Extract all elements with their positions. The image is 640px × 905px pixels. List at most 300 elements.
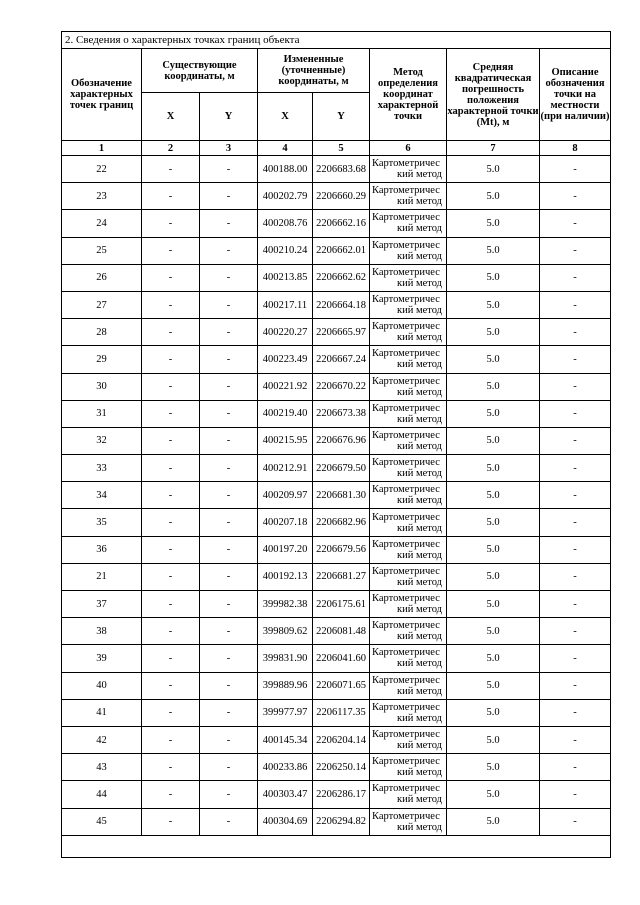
existing-y-cell: - — [200, 400, 258, 427]
method-text-line1: Картометричес — [372, 756, 440, 768]
changed-x-cell: 399809.62 — [258, 618, 313, 645]
description-cell: - — [540, 672, 611, 699]
method-text-line1: Картометричес — [372, 511, 440, 523]
method-text-line1: Картометричес — [372, 701, 440, 713]
changed-y-cell: 2206682.96 — [313, 509, 370, 536]
point-number-cell: 32 — [62, 427, 142, 454]
method-cell — [370, 346, 447, 373]
column-number: 4 — [258, 141, 313, 156]
method-text-line1: Картометричес — [372, 212, 440, 224]
header-error: Средняя квадратическая погрешность положения характерной точки (Mt), м — [447, 49, 540, 141]
error-cell: 5.0 — [447, 726, 540, 753]
column-number: 7 — [447, 141, 540, 156]
changed-x-cell: 400202.79 — [258, 183, 313, 210]
point-number-cell: 36 — [62, 536, 142, 563]
changed-x-cell: 400220.27 — [258, 319, 313, 346]
error-cell: 5.0 — [447, 291, 540, 318]
method-text-line2: кий метод — [396, 223, 442, 235]
method-text-line1: Картометричес — [372, 266, 440, 278]
description-cell: - — [540, 536, 611, 563]
description-cell: - — [540, 563, 611, 590]
error-cell: 5.0 — [447, 400, 540, 427]
existing-x-cell: - — [142, 183, 200, 210]
changed-y-cell: 2206117.35 — [313, 699, 370, 726]
existing-x-cell: - — [142, 808, 200, 835]
column-number: 1 — [62, 141, 142, 156]
description-cell: - — [540, 183, 611, 210]
table-row — [62, 210, 611, 237]
method-cell — [370, 509, 447, 536]
point-number-cell: 44 — [62, 781, 142, 808]
table-row — [62, 591, 611, 618]
column-number: 2 — [142, 141, 200, 156]
point-number-cell: 31 — [62, 400, 142, 427]
method-cell — [370, 754, 447, 781]
changed-x-cell: 399982.38 — [258, 591, 313, 618]
point-number-cell: 40 — [62, 672, 142, 699]
method-text-line2: кий метод — [396, 740, 442, 752]
error-cell: 5.0 — [447, 183, 540, 210]
method-text-line1: Картометричес — [372, 647, 440, 659]
existing-x-cell: - — [142, 618, 200, 645]
existing-y-cell: - — [200, 482, 258, 509]
table-row — [62, 264, 611, 291]
method-text-line2: кий метод — [396, 549, 442, 561]
existing-y-cell: - — [200, 509, 258, 536]
method-text-line2: кий метод — [396, 169, 442, 181]
existing-x-cell: - — [142, 291, 200, 318]
method-text-line2: кий метод — [396, 604, 442, 616]
point-number-cell: 27 — [62, 291, 142, 318]
method-text-line2: кий метод — [396, 305, 442, 317]
method-text-line1: Картометричес — [372, 593, 440, 605]
changed-y-cell: 2206673.38 — [313, 400, 370, 427]
method-text-line1: Картометричес — [372, 402, 440, 414]
table-row — [62, 509, 611, 536]
method-text-line2: кий метод — [396, 631, 442, 643]
changed-x-cell: 399831.90 — [258, 645, 313, 672]
changed-x-cell: 399977.97 — [258, 699, 313, 726]
method-cell — [370, 699, 447, 726]
error-cell: 5.0 — [447, 808, 540, 835]
description-cell: - — [540, 319, 611, 346]
points-table-body — [62, 156, 611, 836]
method-text-line2: кий метод — [396, 440, 442, 452]
existing-x-cell: - — [142, 400, 200, 427]
existing-x-cell: - — [142, 563, 200, 590]
changed-y-cell: 2206667.24 — [313, 346, 370, 373]
point-number-cell: 22 — [62, 156, 142, 183]
section-title: 2. Сведения о характерных точках границ объекта — [62, 32, 611, 49]
changed-y-cell: 2206670.22 — [313, 373, 370, 400]
changed-x-cell: 400197.20 — [258, 536, 313, 563]
method-text-line1: Картометричес — [372, 158, 440, 170]
table-row — [62, 482, 611, 509]
description-cell: - — [540, 264, 611, 291]
description-cell: - — [540, 618, 611, 645]
changed-y-cell: 2206679.50 — [313, 455, 370, 482]
changed-y-cell: 2206071.65 — [313, 672, 370, 699]
description-cell: - — [540, 482, 611, 509]
method-cell — [370, 183, 447, 210]
changed-y-cell: 2206664.18 — [313, 291, 370, 318]
description-cell: - — [540, 699, 611, 726]
header-description: Описание обозначения точки на местности (при наличии) — [540, 49, 611, 141]
description-cell: - — [540, 427, 611, 454]
existing-y-cell: - — [200, 591, 258, 618]
table-row — [62, 808, 611, 835]
point-number-cell: 30 — [62, 373, 142, 400]
column-number: 6 — [370, 141, 447, 156]
changed-y-cell: 2206662.01 — [313, 237, 370, 264]
method-cell — [370, 400, 447, 427]
existing-x-cell: - — [142, 536, 200, 563]
existing-y-cell: - — [200, 618, 258, 645]
description-cell: - — [540, 808, 611, 835]
method-text-line1: Картометричес — [372, 457, 440, 469]
description-cell: - — [540, 156, 611, 183]
table-row — [62, 699, 611, 726]
point-number-cell: 41 — [62, 699, 142, 726]
characteristic-points-table — [61, 31, 611, 858]
existing-x-cell: - — [142, 591, 200, 618]
existing-y-cell: - — [200, 455, 258, 482]
description-cell: - — [540, 455, 611, 482]
method-text-line1: Картометричес — [372, 185, 440, 197]
method-cell — [370, 672, 447, 699]
method-text-line2: кий метод — [396, 277, 442, 289]
table-row — [62, 427, 611, 454]
table-row — [62, 400, 611, 427]
method-text-line2: кий метод — [396, 413, 442, 425]
description-cell: - — [540, 237, 611, 264]
description-cell: - — [540, 726, 611, 753]
changed-x-cell: 400215.95 — [258, 427, 313, 454]
table-row — [62, 536, 611, 563]
point-number-cell: 39 — [62, 645, 142, 672]
method-text-line1: Картометричес — [372, 674, 440, 686]
existing-x-cell: - — [142, 237, 200, 264]
method-text-line1: Картометричес — [372, 294, 440, 306]
point-number-cell: 28 — [62, 319, 142, 346]
changed-x-cell: 400217.11 — [258, 291, 313, 318]
method-text-line2: кий метод — [396, 658, 442, 670]
method-text-line1: Картометричес — [372, 484, 440, 496]
empty-footer-row — [62, 835, 611, 857]
existing-y-cell: - — [200, 536, 258, 563]
changed-y-cell: 2206081.48 — [313, 618, 370, 645]
point-number-cell: 45 — [62, 808, 142, 835]
method-text-line1: Картометричес — [372, 729, 440, 741]
changed-y-cell: 2206175.61 — [313, 591, 370, 618]
error-cell: 5.0 — [447, 509, 540, 536]
existing-y-cell: - — [200, 291, 258, 318]
changed-y-cell: 2206660.29 — [313, 183, 370, 210]
method-text-line1: Картометричес — [372, 429, 440, 441]
point-number-cell: 29 — [62, 346, 142, 373]
description-cell: - — [540, 645, 611, 672]
header-point-designation: Обозначение характерных точек границ — [62, 49, 142, 141]
description-cell: - — [540, 781, 611, 808]
table-row — [62, 672, 611, 699]
method-text-line1: Картометричес — [372, 538, 440, 550]
changed-y-cell: 2206662.16 — [313, 210, 370, 237]
method-cell — [370, 291, 447, 318]
table-row — [62, 319, 611, 346]
method-text-line1: Картометричес — [372, 783, 440, 795]
changed-y-cell: 2206681.27 — [313, 563, 370, 590]
table-row — [62, 455, 611, 482]
method-text-line2: кий метод — [396, 468, 442, 480]
changed-x-cell: 399889.96 — [258, 672, 313, 699]
error-cell: 5.0 — [447, 237, 540, 264]
changed-x-cell: 400304.69 — [258, 808, 313, 835]
method-cell — [370, 645, 447, 672]
existing-x-cell: - — [142, 427, 200, 454]
changed-y-cell: 2206679.56 — [313, 536, 370, 563]
existing-x-cell: - — [142, 672, 200, 699]
error-cell: 5.0 — [447, 346, 540, 373]
changed-x-cell: 400208.76 — [258, 210, 313, 237]
existing-y-cell: - — [200, 156, 258, 183]
existing-x-cell: - — [142, 509, 200, 536]
method-cell — [370, 591, 447, 618]
point-number-cell: 34 — [62, 482, 142, 509]
error-cell: 5.0 — [447, 210, 540, 237]
column-number: 8 — [540, 141, 611, 156]
existing-y-cell: - — [200, 264, 258, 291]
error-cell: 5.0 — [447, 672, 540, 699]
method-text-line2: кий метод — [396, 794, 442, 806]
existing-x-cell: - — [142, 645, 200, 672]
point-number-cell: 43 — [62, 754, 142, 781]
method-text-line1: Картометричес — [372, 810, 440, 822]
point-number-cell: 35 — [62, 509, 142, 536]
changed-y-cell: 2206041.60 — [313, 645, 370, 672]
existing-x-cell: - — [142, 726, 200, 753]
changed-y-cell: 2206250.14 — [313, 754, 370, 781]
description-cell: - — [540, 291, 611, 318]
point-number-cell: 21 — [62, 563, 142, 590]
method-text-line2: кий метод — [396, 821, 442, 833]
method-text-line2: кий метод — [396, 196, 442, 208]
method-text-line2: кий метод — [396, 576, 442, 588]
point-number-cell: 26 — [62, 264, 142, 291]
table-row — [62, 618, 611, 645]
table-row — [62, 183, 611, 210]
header-existing-x: X — [142, 93, 200, 141]
method-text-line1: Картометричес — [372, 348, 440, 360]
existing-y-cell: - — [200, 373, 258, 400]
header-existing-coords: Существующие координаты, м — [142, 49, 258, 93]
method-text-line2: кий метод — [396, 767, 442, 779]
existing-x-cell: - — [142, 346, 200, 373]
table-row — [62, 156, 611, 183]
column-number: 5 — [313, 141, 370, 156]
existing-y-cell: - — [200, 699, 258, 726]
description-cell: - — [540, 373, 611, 400]
method-cell — [370, 319, 447, 346]
existing-y-cell: - — [200, 781, 258, 808]
method-text-line1: Картометричес — [372, 375, 440, 387]
existing-x-cell: - — [142, 264, 200, 291]
table-row — [62, 237, 611, 264]
method-cell — [370, 563, 447, 590]
changed-y-cell: 2206665.97 — [313, 319, 370, 346]
error-cell: 5.0 — [447, 264, 540, 291]
existing-x-cell: - — [142, 699, 200, 726]
method-cell — [370, 536, 447, 563]
method-cell — [370, 427, 447, 454]
point-number-cell: 23 — [62, 183, 142, 210]
existing-x-cell: - — [142, 319, 200, 346]
method-cell — [370, 264, 447, 291]
column-number: 3 — [200, 141, 258, 156]
changed-x-cell: 400219.40 — [258, 400, 313, 427]
table-row — [62, 781, 611, 808]
method-text-line2: кий метод — [396, 250, 442, 262]
table-row — [62, 291, 611, 318]
table-row — [62, 563, 611, 590]
method-cell — [370, 482, 447, 509]
changed-x-cell: 400210.24 — [258, 237, 313, 264]
method-cell — [370, 373, 447, 400]
existing-x-cell: - — [142, 156, 200, 183]
error-cell: 5.0 — [447, 781, 540, 808]
existing-y-cell: - — [200, 237, 258, 264]
method-cell — [370, 808, 447, 835]
method-text-line2: кий метод — [396, 685, 442, 697]
method-text-line2: кий метод — [396, 712, 442, 724]
header-changed-y: Y — [313, 93, 370, 141]
existing-y-cell: - — [200, 672, 258, 699]
error-cell: 5.0 — [447, 482, 540, 509]
existing-x-cell: - — [142, 754, 200, 781]
header-changed-coords: Измененные (уточненные) координаты, м — [258, 49, 370, 93]
error-cell: 5.0 — [447, 455, 540, 482]
error-cell: 5.0 — [447, 618, 540, 645]
point-number-cell: 42 — [62, 726, 142, 753]
changed-x-cell: 400212.91 — [258, 455, 313, 482]
changed-x-cell: 400209.97 — [258, 482, 313, 509]
existing-y-cell: - — [200, 346, 258, 373]
existing-y-cell: - — [200, 563, 258, 590]
method-cell — [370, 156, 447, 183]
point-number-cell: 37 — [62, 591, 142, 618]
empty-footer-cell — [62, 835, 611, 857]
existing-x-cell: - — [142, 373, 200, 400]
changed-y-cell: 2206286.17 — [313, 781, 370, 808]
error-cell: 5.0 — [447, 373, 540, 400]
changed-y-cell: 2206681.30 — [313, 482, 370, 509]
changed-x-cell: 400223.49 — [258, 346, 313, 373]
error-cell: 5.0 — [447, 699, 540, 726]
existing-y-cell: - — [200, 319, 258, 346]
existing-y-cell: - — [200, 808, 258, 835]
method-cell — [370, 781, 447, 808]
error-cell: 5.0 — [447, 427, 540, 454]
changed-x-cell: 400188.00 — [258, 156, 313, 183]
method-cell — [370, 455, 447, 482]
method-text-line1: Картометричес — [372, 321, 440, 333]
header-method: Метод определения координат характерной точки — [370, 49, 447, 141]
error-cell: 5.0 — [447, 536, 540, 563]
error-cell: 5.0 — [447, 156, 540, 183]
method-text-line2: кий метод — [396, 522, 442, 534]
error-cell: 5.0 — [447, 319, 540, 346]
changed-y-cell: 2206662.62 — [313, 264, 370, 291]
changed-x-cell: 400192.13 — [258, 563, 313, 590]
method-text-line1: Картометричес — [372, 620, 440, 632]
changed-y-cell: 2206683.68 — [313, 156, 370, 183]
description-cell: - — [540, 400, 611, 427]
existing-y-cell: - — [200, 754, 258, 781]
existing-y-cell: - — [200, 183, 258, 210]
existing-y-cell: - — [200, 210, 258, 237]
error-cell: 5.0 — [447, 591, 540, 618]
point-number-cell: 33 — [62, 455, 142, 482]
method-cell — [370, 726, 447, 753]
changed-x-cell: 400207.18 — [258, 509, 313, 536]
header-existing-y: Y — [200, 93, 258, 141]
method-text-line2: кий метод — [396, 359, 442, 371]
changed-y-cell: 2206204.14 — [313, 726, 370, 753]
table-row — [62, 645, 611, 672]
column-number-row — [62, 141, 611, 156]
table-row — [62, 726, 611, 753]
changed-x-cell: 400145.34 — [258, 726, 313, 753]
description-cell: - — [540, 754, 611, 781]
error-cell: 5.0 — [447, 563, 540, 590]
header-changed-x: X — [258, 93, 313, 141]
point-number-cell: 24 — [62, 210, 142, 237]
method-cell — [370, 210, 447, 237]
description-cell: - — [540, 346, 611, 373]
error-cell: 5.0 — [447, 645, 540, 672]
method-cell — [370, 618, 447, 645]
method-text-line1: Картометричес — [372, 239, 440, 251]
description-cell: - — [540, 591, 611, 618]
table-row — [62, 754, 611, 781]
existing-x-cell: - — [142, 210, 200, 237]
table-row — [62, 373, 611, 400]
method-text-line1: Картометричес — [372, 565, 440, 577]
method-text-line2: кий метод — [396, 332, 442, 344]
changed-x-cell: 400213.85 — [258, 264, 313, 291]
changed-x-cell: 400303.47 — [258, 781, 313, 808]
points-table-sheet — [61, 31, 610, 858]
description-cell: - — [540, 509, 611, 536]
method-text-line2: кий метод — [396, 495, 442, 507]
changed-y-cell: 2206676.96 — [313, 427, 370, 454]
existing-x-cell: - — [142, 781, 200, 808]
method-text-line2: кий метод — [396, 386, 442, 398]
changed-x-cell: 400233.86 — [258, 754, 313, 781]
existing-x-cell: - — [142, 482, 200, 509]
existing-y-cell: - — [200, 726, 258, 753]
changed-y-cell: 2206294.82 — [313, 808, 370, 835]
existing-y-cell: - — [200, 427, 258, 454]
existing-y-cell: - — [200, 645, 258, 672]
existing-x-cell: - — [142, 455, 200, 482]
changed-x-cell: 400221.92 — [258, 373, 313, 400]
point-number-cell: 25 — [62, 237, 142, 264]
method-cell — [370, 237, 447, 264]
table-row — [62, 346, 611, 373]
error-cell: 5.0 — [447, 754, 540, 781]
description-cell: - — [540, 210, 611, 237]
point-number-cell: 38 — [62, 618, 142, 645]
